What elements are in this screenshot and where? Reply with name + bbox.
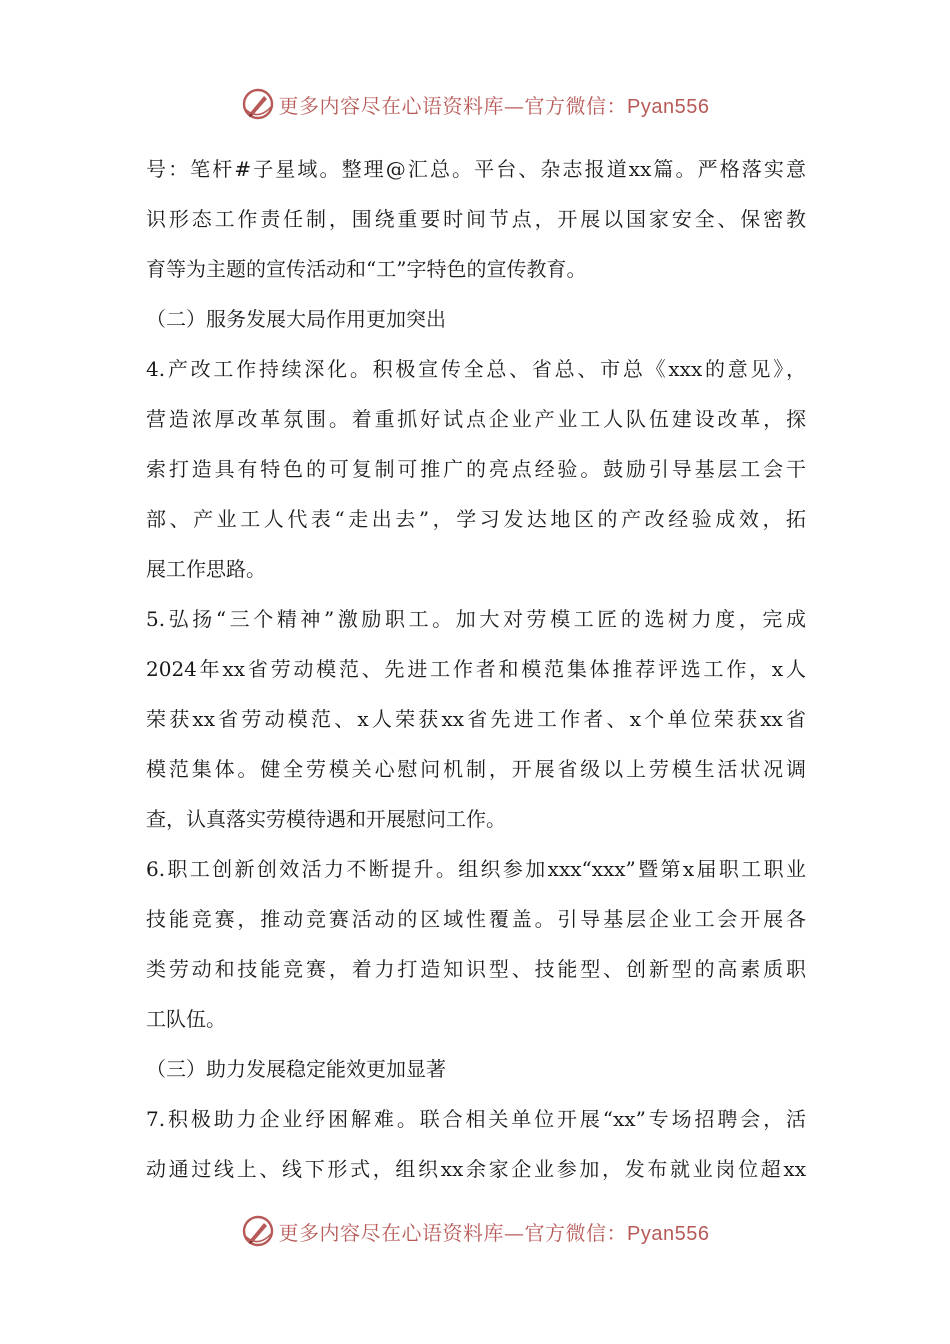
- header-watermark: [0, 84, 950, 124]
- text-line: 5.弘扬“三个精神”激励职工。加大对劳模工匠的选树力度，完成: [146, 607, 806, 631]
- text-line: 2024年xx省劳动模范、先进工作者和模范集体推荐评选工作，x人: [146, 657, 806, 681]
- text-line: 查，认真落实劳模待遇和开展慰问工作。: [146, 807, 506, 831]
- watermark-cn-text: 更多内容尽在心语资料库—官方微信：: [278, 93, 628, 118]
- text-line: 部、产业工人代表“走出去”，学习发达地区的产改经验成效，拓: [146, 507, 806, 531]
- text-line: 育等为主题的宣传活动和“工”字特色的宣传教育。: [146, 257, 587, 281]
- text-line: 营造浓厚改革氛围。着重抓好试点企业产业工人队伍建设改革，探: [146, 407, 806, 431]
- text-line: 荣获xx省劳动模范、x人荣获xx省先进工作者、x个单位荣获xx省: [146, 707, 806, 731]
- text-line: 类劳动和技能竞赛，着力打造知识型、技能型、创新型的高素质职: [146, 957, 806, 981]
- text-line: （三）助力发展稳定能效更加显著: [146, 1057, 446, 1081]
- text-line: 号：笔杆#子星域。整理@汇总。平台、杂志报道xx篇。严格落实意: [146, 157, 806, 181]
- text-line: 6.职工创新创效活力不断提升。组织参加xxx“xxx”暨第x届职工职业: [146, 857, 806, 881]
- text-line: （二）服务发展大局作用更加突出: [146, 307, 446, 331]
- text-line: 动通过线上、线下形式，组织xx余家企业参加，发布就业岗位超xx: [146, 1157, 806, 1181]
- watermark-cn-text: 更多内容尽在心语资料库—官方微信：: [278, 1220, 628, 1245]
- watermark-wechat-id: Pyan556: [627, 95, 710, 118]
- text-line: 4.产改工作持续深化。积极宣传全总、省总、市总《xxx的意见》，: [146, 357, 806, 381]
- text-line: 索打造具有特色的可复制可推广的亮点经验。鼓励引导基层工会干: [146, 457, 806, 481]
- text-line: 工队伍。: [146, 1007, 226, 1031]
- text-line: 识形态工作责任制，围绕重要时间节点，开展以国家安全、保密教: [146, 207, 806, 231]
- text-line: 7.积极助力企业纾困解难。联合相关单位开展“xx”专场招聘会，活: [146, 1107, 806, 1131]
- text-line: 模范集体。健全劳模关心慰问机制，开展省级以上劳模生活状况调: [146, 757, 806, 781]
- text-line: 技能竞赛，推动竞赛活动的区域性覆盖。引导基层企业工会开展各: [146, 907, 806, 931]
- pen-logo-icon: [241, 87, 275, 121]
- document-body: [146, 144, 806, 1194]
- pen-logo-icon: [241, 1214, 275, 1248]
- watermark-text: [279, 90, 710, 119]
- footer-watermark: [0, 1211, 950, 1251]
- watermark-wechat-id: Pyan556: [627, 1222, 710, 1245]
- watermark-text: [279, 1217, 710, 1246]
- text-line: 展工作思路。: [146, 557, 266, 581]
